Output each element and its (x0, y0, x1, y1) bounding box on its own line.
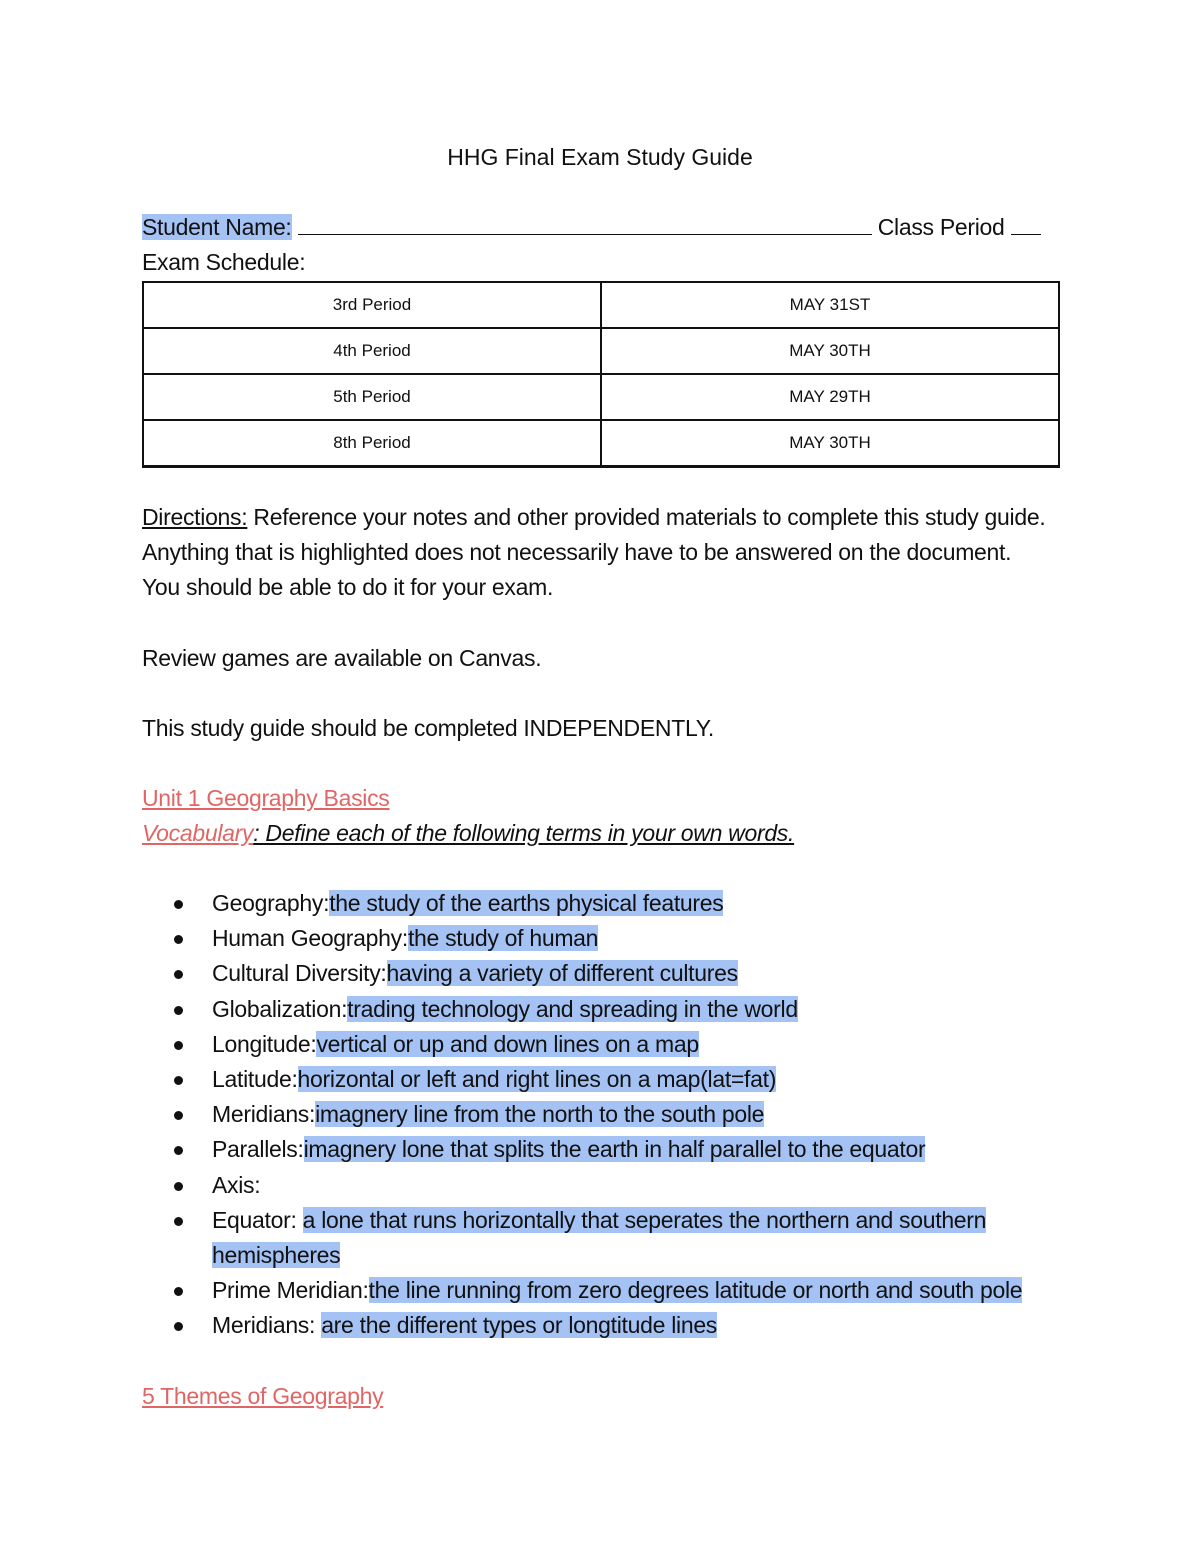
vocab-answer: a lone that runs horizontally that seperates the northern and southern hemispheres (212, 1206, 987, 1269)
vocab-answer: horizontal or left and right lines on a map(lat=fat) (297, 1066, 777, 1093)
student-name-label: Student Name: (142, 214, 292, 240)
bullet-icon (174, 900, 183, 909)
vocab-term: Geography: (212, 890, 330, 916)
list-item (142, 886, 1042, 921)
table-row (143, 282, 1059, 328)
vocab-answer: imagnery lone that splits the earth in half parallel to the equator (303, 1136, 926, 1163)
list-item (142, 1203, 1072, 1273)
list-item (142, 956, 1042, 991)
class-period-blank (1011, 228, 1041, 235)
vocab-answer: the study of human (407, 925, 599, 952)
list-item (142, 1062, 1042, 1097)
page-title: HHG Final Exam Study Guide (447, 144, 753, 170)
bullet-icon (174, 1006, 183, 1015)
vocab-term: Meridians: (212, 1312, 322, 1339)
bullet-icon (174, 1322, 183, 1331)
bullet-icon (174, 970, 183, 979)
directions-line-2: Anything that is highlighted does not necessarily have to be answered on the document. (142, 539, 1012, 565)
schedule-period-cell: 5th Period (143, 374, 601, 420)
themes-heading: 5 Themes of Geography (142, 1383, 384, 1409)
schedule-date-cell: MAY 29TH (601, 374, 1059, 420)
vocab-term: Meridians: (212, 1101, 316, 1128)
table-row (143, 374, 1059, 420)
vocab-term: Cultural Diversity: (212, 960, 387, 987)
list-item (142, 921, 1042, 956)
exam-schedule-label: Exam Schedule: (142, 249, 306, 275)
bullet-icon (174, 1287, 183, 1296)
student-name-blank (298, 228, 872, 235)
vocab-instruction: : Define each of the following terms in your own words. (253, 820, 795, 846)
bullet-icon (174, 1146, 183, 1155)
list-item (142, 1168, 1042, 1203)
table-row (143, 420, 1059, 467)
independent-note: This study guide should be completed INDEPENDENTLY. (142, 715, 714, 741)
vocab-term: Parallels: (212, 1136, 304, 1163)
schedule-date-cell: MAY 31ST (601, 282, 1059, 328)
list-item (142, 1097, 1042, 1132)
bullet-icon (174, 1217, 183, 1226)
vocab-term: Latitude: (212, 1066, 298, 1093)
bullet-icon (174, 935, 183, 944)
schedule-period-cell: 4th Period (143, 328, 601, 374)
directions-label: Directions: (142, 504, 248, 530)
vocab-instruction-line (142, 816, 794, 851)
bullet-icon (174, 1041, 183, 1050)
vocab-answer: imagnery line from the north to the south pole (315, 1101, 765, 1128)
directions-line-1 (142, 500, 1045, 535)
vocab-answer: trading technology and spreading in the world (347, 995, 798, 1022)
list-item (142, 1308, 1042, 1343)
list-item (142, 992, 1042, 1027)
bullet-icon (174, 1182, 183, 1191)
schedule-period-cell: 3rd Period (143, 282, 601, 328)
list-item (142, 1132, 1042, 1167)
vocab-answer: having a variety of different cultures (386, 960, 738, 987)
vocab-answer: the line running from zero degrees latitude or north and south pole (368, 1277, 1023, 1304)
bullet-icon (174, 1111, 183, 1120)
vocab-term: Longitude: (212, 1030, 317, 1057)
vocab-label: Vocabulary (142, 820, 254, 846)
vocab-answer: vertical or up and down lines on a map (316, 1030, 699, 1057)
directions-text: Reference your notes and other provided materials to complete this study guide. (247, 504, 1046, 530)
list-item (142, 1027, 1042, 1062)
vocab-answer: the study of the earths physical features (329, 890, 724, 916)
unit1-heading: Unit 1 Geography Basics (142, 785, 390, 811)
class-period-label: Class Period (877, 214, 1005, 240)
review-games-note: Review games are available on Canvas. (142, 645, 542, 671)
student-name-line (142, 210, 1041, 245)
directions-line-3: You should be able to do it for your exam. (142, 574, 554, 600)
table-row (143, 328, 1059, 374)
vocab-term: Globalization: (212, 995, 348, 1022)
schedule-date-cell: MAY 30TH (601, 328, 1059, 374)
vocab-term: Prime Meridian: (212, 1277, 369, 1304)
vocab-term: Human Geography: (212, 925, 408, 952)
bullet-icon (174, 1076, 183, 1085)
vocab-term: Axis: (212, 1171, 261, 1198)
vocab-term: Equator: (212, 1206, 303, 1233)
vocab-list (142, 886, 1042, 1344)
schedule-date-cell: MAY 30TH (601, 420, 1059, 467)
vocab-answer: are the different types or longtitude lines (321, 1312, 718, 1339)
exam-schedule-table (142, 281, 1060, 468)
schedule-period-cell: 8th Period (143, 420, 601, 467)
list-item (142, 1273, 1042, 1308)
